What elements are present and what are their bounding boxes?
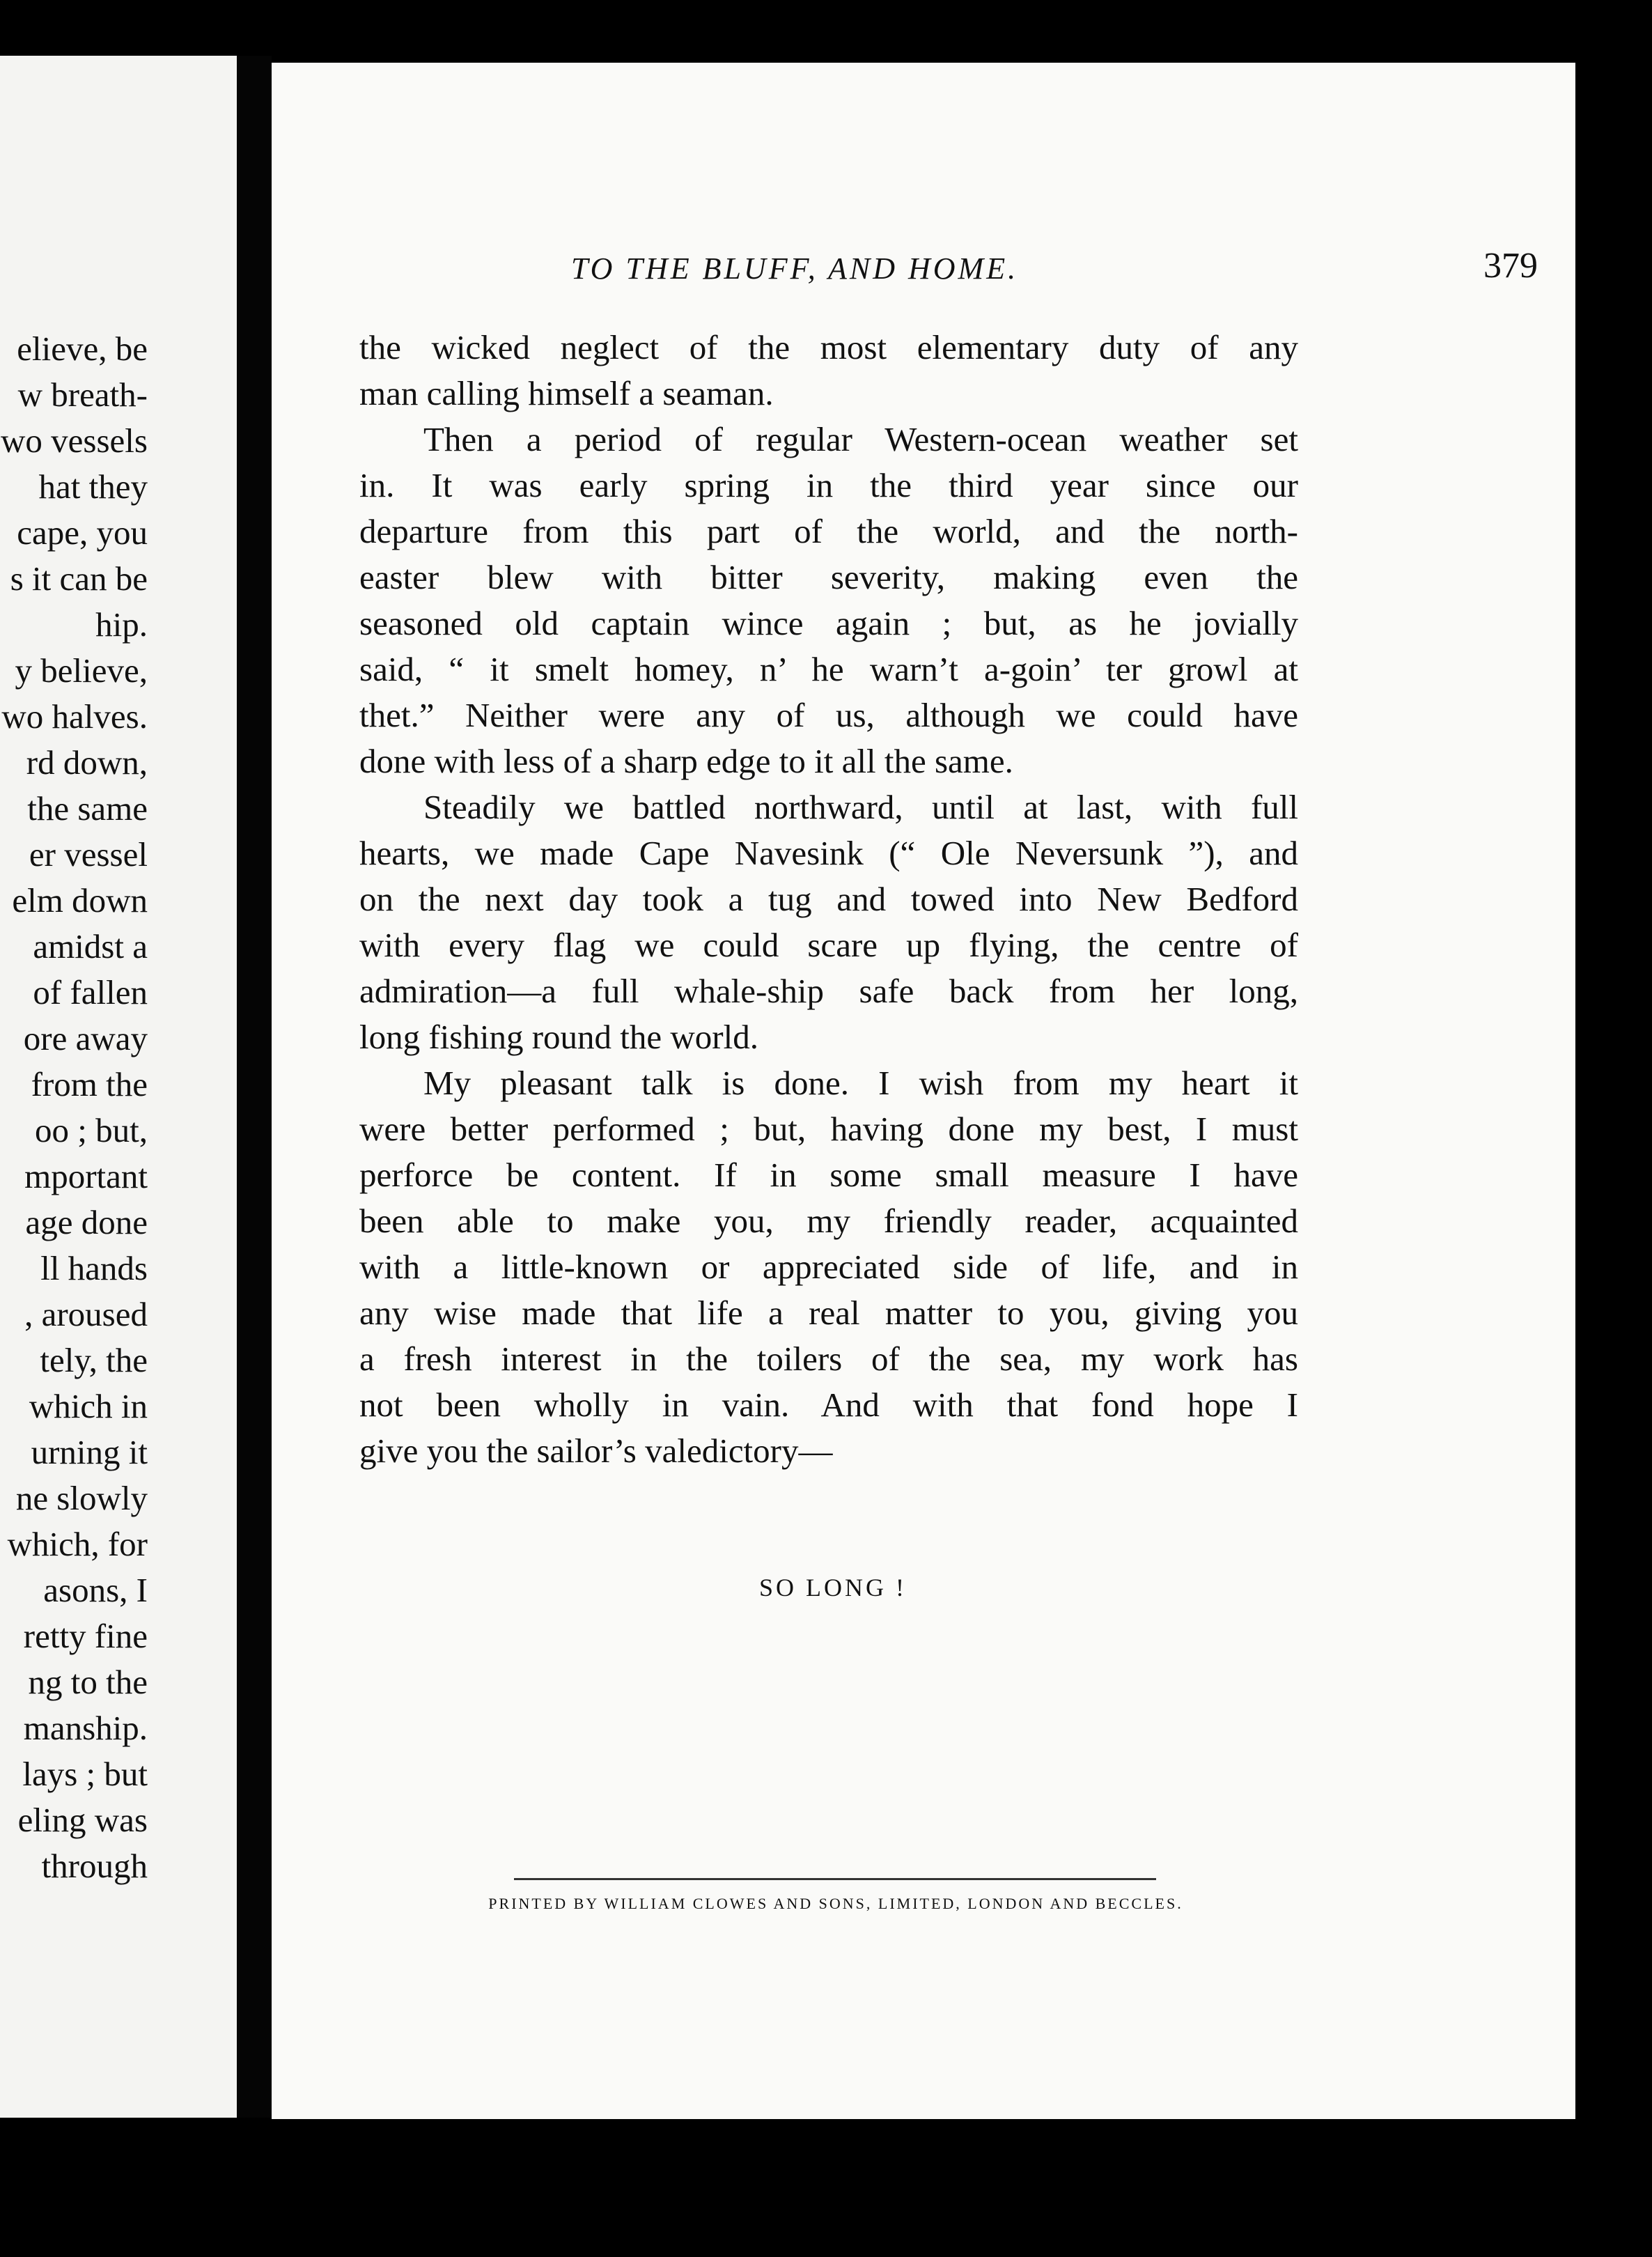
text-line: any wise made that life a real matter to you, giving you (359, 1294, 1298, 1332)
text-line: were better performed ; but, having done my best, I must (359, 1110, 1298, 1148)
left-line: tely, the (40, 1341, 148, 1379)
left-line: manship. (23, 1709, 148, 1747)
previous-page-text (0, 326, 148, 1889)
text-line: easter blew with bitter severity, making even the (359, 558, 1298, 596)
left-line: urning it (31, 1433, 148, 1471)
text-line: Then a period of regular Western-ocean weather set (423, 420, 1298, 458)
left-line: cape, you (17, 513, 148, 552)
left-line: er vessel (29, 835, 148, 874)
left-line: lays ; but (22, 1755, 148, 1793)
left-line: oo ; but, (35, 1111, 148, 1149)
text-line: My pleasant talk is done. I wish from my heart it (423, 1064, 1298, 1102)
left-line: eling was (17, 1801, 148, 1839)
body-text (359, 325, 1298, 1474)
left-line: amidst a (33, 927, 148, 965)
left-line: , aroused (24, 1295, 148, 1333)
left-line: w breath- (17, 375, 148, 414)
left-line: ll hands (40, 1249, 148, 1287)
text-line: on the next day took a tug and towed into New Bedford (359, 880, 1298, 918)
left-line: hat they (38, 467, 148, 506)
text-line: not been wholly in vain. And with that fond hope I (359, 1386, 1298, 1424)
left-line: of fallen (33, 973, 148, 1011)
left-line: elieve, be (17, 329, 148, 368)
text-line: long fishing round the world. (359, 1018, 758, 1056)
text-line: a fresh interest in the toilers of the sea, my work has (359, 1340, 1298, 1378)
previous-page-fragment (0, 56, 237, 2118)
text-line: in. It was early spring in the third year since our (359, 466, 1298, 504)
closing-line: SO LONG ! (759, 1574, 907, 1601)
text-line: departure from this part of the world, and the north- (359, 512, 1298, 550)
left-line: age done (25, 1203, 148, 1241)
left-line: asons, I (43, 1571, 148, 1609)
running-head: TO THE BLUFF, AND HOME. (571, 251, 1019, 286)
text-line: man calling himself a seaman. (359, 374, 774, 412)
left-line: y believe, (15, 651, 148, 690)
left-line: ore away (23, 1019, 148, 1057)
text-line: with every flag we could scare up flying, the centre of (359, 926, 1298, 964)
page-number: 379 (1483, 246, 1538, 286)
text-line: been able to make you, my friendly reader, acquainted (359, 1202, 1298, 1240)
left-line: ne slowly (15, 1479, 148, 1517)
text-line: the wicked neglect of the most elementary duty of any (359, 328, 1298, 366)
text-line: perforce be content. If in some small measure I have (359, 1156, 1298, 1194)
text-line: admiration—a full whale-ship safe back from her long, (359, 972, 1298, 1010)
book-gutter (237, 56, 272, 2118)
left-line: mportant (24, 1157, 148, 1195)
footer-rule (514, 1878, 1156, 1880)
left-line: wo halves. (1, 697, 148, 736)
text-line: said, “ it smelt homey, n’ he warn’t a-goin’ ter growl at (359, 650, 1298, 688)
left-line: ng to the (28, 1663, 148, 1701)
left-line: which in (29, 1387, 148, 1425)
left-line: retty fine (23, 1617, 148, 1655)
text-line: give you the sailor’s valedictory— (359, 1432, 833, 1470)
left-line: the same (27, 789, 148, 828)
text-line: seasoned old captain wince again ; but, as he jovially (359, 604, 1298, 642)
text-line: Steadily we battled northward, until at last, with full (423, 788, 1298, 826)
left-line: which, for (7, 1525, 148, 1563)
left-line: through (41, 1847, 148, 1885)
left-line: wo vessels (1, 421, 148, 460)
left-line: from the (31, 1065, 148, 1103)
left-line: s it can be (10, 559, 148, 598)
text-line: hearts, we made Cape Navesink (“ Ole Neversunk ”), and (359, 834, 1298, 872)
printer-imprint: PRINTED BY WILLIAM CLOWES AND SONS, LIMITED, LONDON AND BECCLES. (488, 1895, 1183, 1912)
left-line: rd down, (26, 743, 148, 782)
page-379 (272, 63, 1575, 2119)
text-line: with a little-known or appreciated side of life, and in (359, 1248, 1298, 1286)
left-line: hip. (95, 605, 148, 644)
text-line: thet.” Neither were any of us, although we could have (359, 696, 1298, 734)
text-line: done with less of a sharp edge to it all the same. (359, 742, 1013, 780)
left-line: elm down (12, 881, 148, 920)
